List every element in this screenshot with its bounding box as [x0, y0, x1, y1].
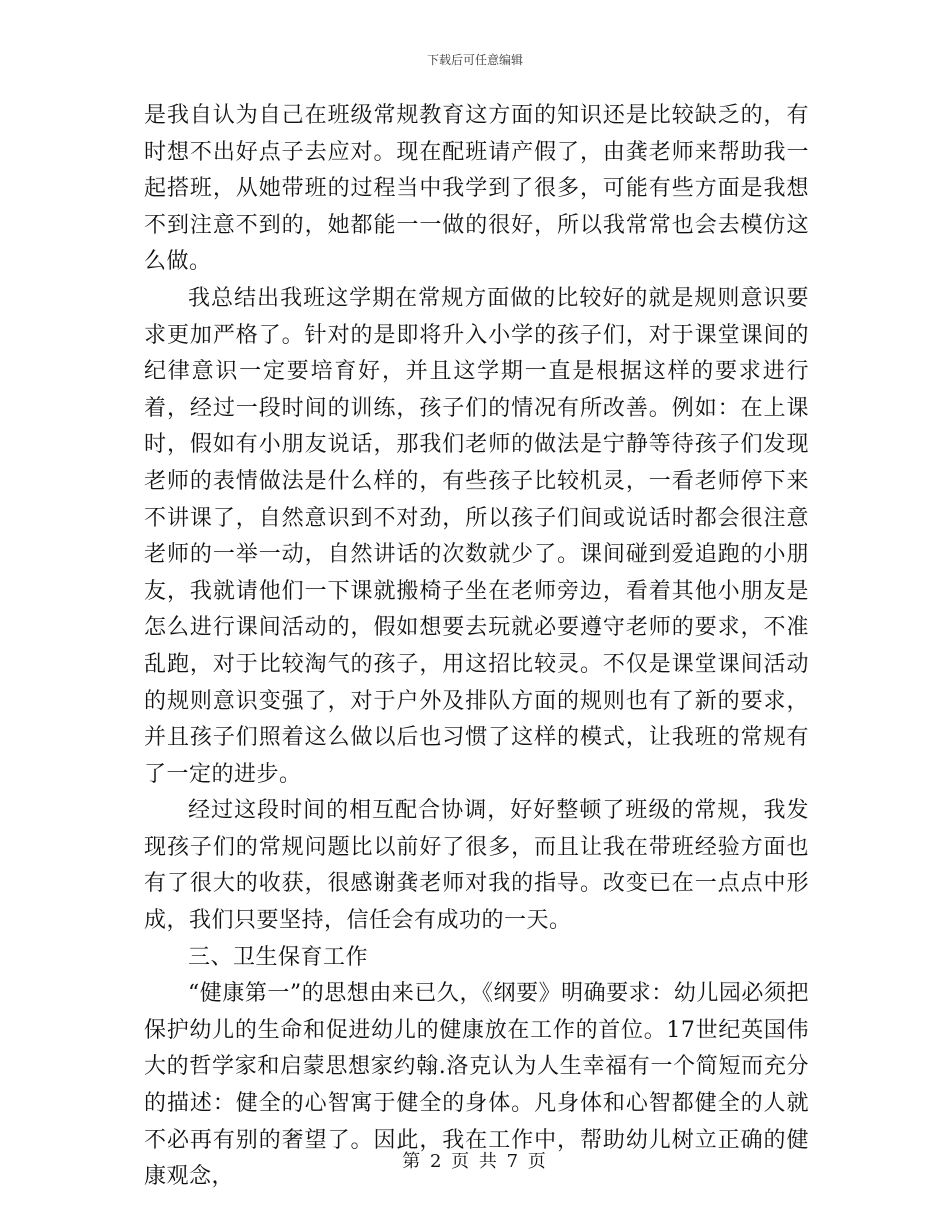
- section-heading-hygiene: 三、卫生保育工作: [188, 944, 369, 970]
- paragraph-continued: 是我自认为自己在班级常规教育这方面的知识还是比较缺乏的，有时想不出好点子去应对。现在配班请产假了，由龚老师来帮助我一起搭班，从她带班的过程当中我学到了很多，可能有些方面是我想不到注意不到的，她都能一一做的很好，所以我常常也会去模仿这么做。: [144, 103, 809, 275]
- paragraph-coordination: 经过这段时间的相互配合协调，好好整顿了班级的常规，我发现孩子们的常规问题比以前好了很多，而且让我在带班经验方面也有了很大的收获，很感谢龚老师对我的指导。改变已在一点点中形成，我们只要坚持，信任会有成功的一天。: [144, 798, 809, 934]
- page-number-footer: 第 2 页 共 7 页: [402, 1151, 548, 1172]
- paragraph-health-first: “健康第一”的思想由来已久，《纲要》明确要求：幼儿园必须把保护幼儿的生命和促进幼儿的健康放在工作的首位。17世纪英国伟大的哲学家和启蒙思想家约翰.洛克认为人生幸福有一个简短而充分的描述：健全的心智寓于健全的身体。凡身体和心智都健全的人就不必再有别的奢望了。因此，我在工作中，帮助幼儿树立正确的健康观念，: [144, 981, 809, 1190]
- document-body: [144, 98, 809, 1196]
- paragraph-rules-awareness: 我总结出我班这学期在常规方面做的比较好的就是规则意识要求更加严格了。针对的是即将升入小学的孩子们，对于课堂课间的纪律意识一定要培育好，并且这学期一直是根据这样的要求进行着，经过一段时间的训练，孩子们的情况有所改善。例如：在上课时，假如有小朋友说话，那我们老师的做法是宁静等待孩子们发现老师的表情做法是什么样的，有些孩子比较机灵，一看老师停下来不讲课了，自然意识到不对劲，所以孩子们间或说话时都会很注意老师的一举一动，自然讲话的次数就少了。课间碰到爱追跑的小朋友，我就请他们一下课就搬椅子坐在老师旁边，看着其他小朋友是怎么进行课间活动的，假如想要去玩就必要遵守老师的要求，不准乱跑，对于比较淘气的孩子，用这招比较灵。不仅是课堂课间活动的规则意识变强了，对于户外及排队方面的规则也有了新的要求，并且孩子们照着这么做以后也习惯了这样的模式，让我班的常规有了一定的进步。: [144, 285, 809, 787]
- page-header-note: 下载后可任意编辑: [426, 53, 523, 67]
